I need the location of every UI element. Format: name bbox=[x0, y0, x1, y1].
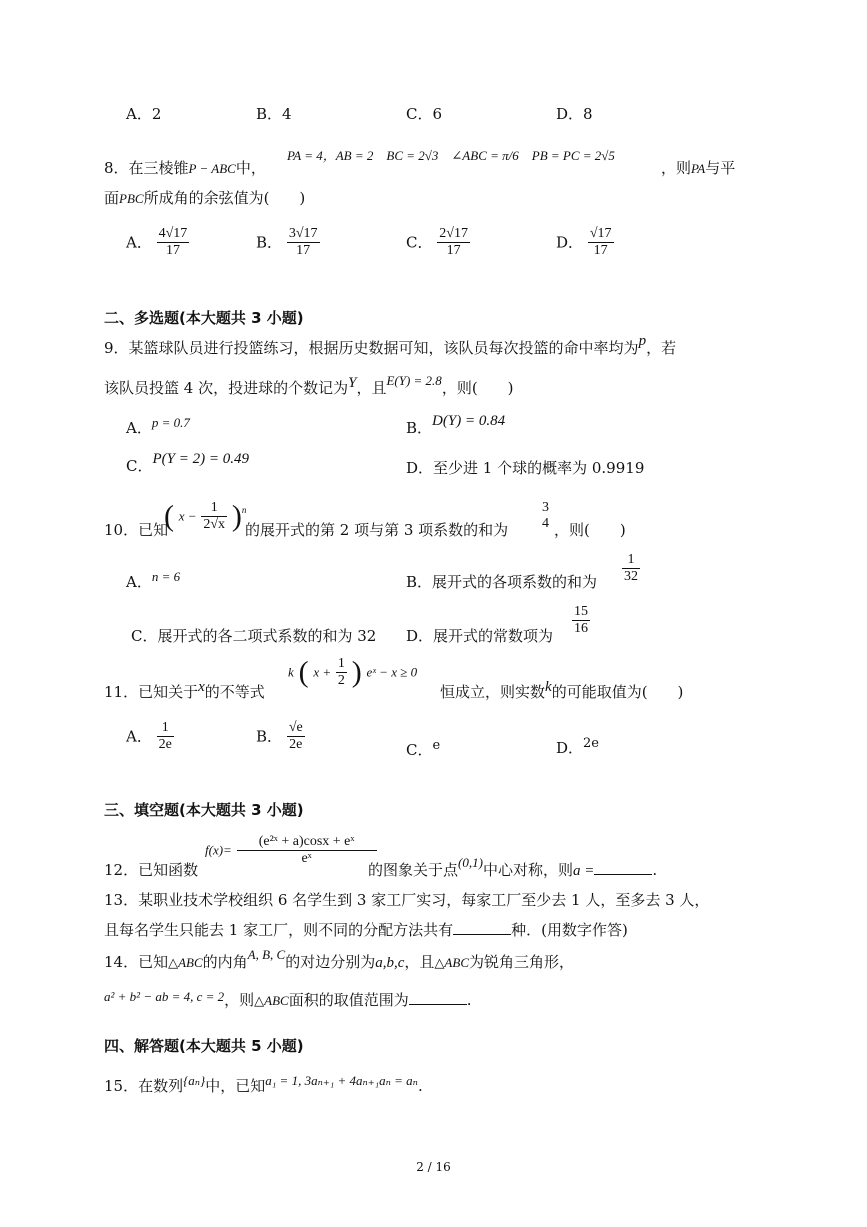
q10-a-math: n = 6 bbox=[151, 569, 181, 584]
q10-b-num: 1 bbox=[622, 552, 640, 569]
q8-tail bbox=[661, 158, 735, 179]
q11-prefix: 11．已知关于 bbox=[104, 683, 199, 701]
q8-c-den: 17 bbox=[446, 243, 461, 258]
q14-line2 bbox=[104, 990, 472, 1011]
q8-pa: PA bbox=[691, 161, 706, 176]
q10-b-frac-inner bbox=[622, 552, 640, 585]
q8-line2-b: 所成角的余弦值为( ) bbox=[143, 189, 306, 207]
q10-option-b bbox=[406, 572, 597, 592]
q8-a-frac bbox=[157, 226, 190, 259]
q9-line1: 9．某篮球队员进行投篮练习，根据历史数据可知，该队员每次投篮的命中率均为 bbox=[104, 339, 639, 357]
q11-inequality bbox=[288, 656, 417, 702]
q9-stem bbox=[104, 333, 677, 359]
q14-tri2: △ABC bbox=[434, 955, 469, 970]
q10-d-den: 16 bbox=[574, 621, 588, 636]
q14-abc: A, B, C bbox=[247, 947, 286, 962]
q8-c-label: C． bbox=[406, 233, 433, 252]
q9-option-c bbox=[126, 451, 249, 477]
q8-tail-text2: 与平 bbox=[705, 159, 736, 177]
q15-eq: a₁ = 1, 3aₙ₊₁ + 4aₙ₊₁aₙ = aₙ bbox=[265, 1073, 418, 1088]
q8-tetra: P − ABC bbox=[188, 161, 236, 176]
q9-line2-c: ，则( ) bbox=[441, 379, 514, 397]
q14-sides: a,b,c bbox=[375, 955, 405, 971]
q8-d-den: 17 bbox=[593, 243, 608, 258]
q8-conditions: PA = 4，AB = 2 BC = 2√3 ∠ABC = π/6 PB = PC = 2√5 bbox=[287, 148, 615, 163]
q11-b-frac bbox=[287, 720, 305, 753]
q12-fx: f(x)= bbox=[205, 842, 232, 858]
q11-ineq-x: x + bbox=[313, 664, 332, 680]
q11-end-text2: 的可能取值为( ) bbox=[551, 683, 684, 701]
q12-end-text: 中心对称，则 bbox=[482, 861, 573, 879]
q9-line2-a: 该队员投篮 4 次，投进球的个数记为 bbox=[104, 379, 349, 397]
q9-a-math: p = 0.7 bbox=[151, 415, 190, 430]
q10-option-a bbox=[126, 569, 181, 593]
q9-line2-b: ，且 bbox=[356, 379, 387, 397]
q11-d-math: 2e bbox=[583, 736, 599, 751]
q10-option-c: C．展开式的各二项式系数的和为 32 bbox=[131, 627, 377, 645]
q12-num: (e²ˣ + a)cosx + eˣ bbox=[237, 834, 377, 851]
q10-ratio-den: 4 bbox=[542, 516, 549, 531]
q9-option-b bbox=[406, 413, 506, 439]
q10-frac-num: 1 bbox=[201, 500, 227, 517]
q14-answer-blank[interactable] bbox=[409, 990, 467, 1005]
q10-b-den: 32 bbox=[624, 569, 638, 584]
q14-eq: a² + b² − ab = 4, c = 2 bbox=[104, 989, 225, 1004]
q11-k-coef: k bbox=[288, 664, 294, 680]
q11-half-den: 2 bbox=[337, 673, 345, 688]
q8-c-frac bbox=[437, 226, 470, 259]
q7-option-c: C．6 bbox=[406, 105, 443, 123]
q13-line2-b: 种．(用数字作答) bbox=[511, 921, 628, 939]
q9-option-a bbox=[126, 415, 190, 439]
q8-d-frac bbox=[588, 226, 614, 259]
q10-ratio bbox=[540, 500, 551, 532]
q11-c-math: e bbox=[432, 738, 441, 753]
q10-mid: 的展开式的第 2 项与第 3 项系数的和为 bbox=[245, 521, 509, 539]
q14-g: 面积的取值范围为 bbox=[288, 991, 409, 1009]
q8-option-d bbox=[556, 226, 614, 259]
q11-half-num: 1 bbox=[337, 656, 345, 671]
q8-b-den: 17 bbox=[296, 243, 311, 258]
q12-den: eˣ bbox=[301, 851, 312, 866]
q8-d-num: √17 bbox=[589, 226, 612, 241]
q12-prefix: 12．已知函数 bbox=[104, 861, 199, 879]
q7-option-b: B．4 bbox=[256, 105, 292, 123]
q11-x: x bbox=[198, 679, 205, 695]
q14-f: ，则 bbox=[224, 991, 255, 1009]
q7-option-a: A．2 bbox=[126, 105, 162, 123]
q14-tri3: △ABC bbox=[254, 993, 289, 1008]
q11-a-den: 2e bbox=[158, 737, 172, 752]
q11-half bbox=[336, 656, 347, 689]
q13-line2-a: 且每名学生只能去 1 家工厂，则不同的分配方法共有 bbox=[104, 921, 454, 939]
q15-b: 中，已知 bbox=[205, 1077, 266, 1095]
q11-k: k bbox=[545, 679, 552, 695]
q13-answer-blank[interactable] bbox=[453, 920, 511, 935]
q7-option-d: D．8 bbox=[556, 105, 593, 123]
q8-a-label: A． bbox=[126, 233, 152, 252]
q9-line1-end: ，若 bbox=[646, 339, 677, 357]
q11-b-den: 2e bbox=[289, 737, 303, 752]
q11-b-label: B． bbox=[256, 727, 283, 746]
q15-seq: {aₙ} bbox=[183, 1073, 206, 1088]
q9-c-label: C． bbox=[126, 457, 153, 475]
q8-option-c bbox=[406, 226, 470, 259]
q10-lparen: ( bbox=[164, 499, 174, 533]
section-4-title: 四、解答题(本大题共 5 小题) bbox=[104, 1037, 304, 1055]
q8-b-label: B． bbox=[256, 233, 283, 252]
q10-ratio-num: 3 bbox=[542, 500, 549, 515]
q12-frac bbox=[237, 834, 377, 867]
q9-b-math: D(Y) = 0.84 bbox=[432, 413, 506, 429]
q14-a: 14．已知 bbox=[104, 953, 169, 971]
q15-a: 15．在数列 bbox=[104, 1077, 184, 1095]
q11-mid: 的不等式 bbox=[204, 683, 265, 701]
q14-b: 的内角 bbox=[202, 953, 248, 971]
q11-end bbox=[440, 679, 684, 703]
section-2-title: 二、多选题(本大题共 3 小题) bbox=[104, 309, 304, 327]
q8-stem bbox=[104, 158, 266, 179]
q13-line2 bbox=[104, 920, 628, 940]
q11-b-num: √e bbox=[288, 720, 303, 735]
q12-answer-blank[interactable] bbox=[594, 860, 652, 875]
q9-stem-line2 bbox=[104, 373, 514, 399]
q10-x: x − bbox=[178, 508, 197, 524]
q10-end: ，则( ) bbox=[554, 521, 626, 539]
q11-a-num: 1 bbox=[157, 720, 174, 737]
q8-c-num: 2√17 bbox=[439, 226, 468, 241]
q10-d-frac-inner bbox=[572, 604, 590, 637]
q10-d-frac bbox=[572, 604, 590, 637]
q8-d-label: D． bbox=[556, 233, 584, 252]
q8-option-a bbox=[126, 226, 189, 259]
q9-y: Y bbox=[348, 375, 357, 391]
q9-c-math: P(Y = 2) = 0.49 bbox=[152, 451, 249, 467]
page-number: 2 / 16 bbox=[416, 1160, 451, 1174]
q8-tail-text: ，则 bbox=[661, 159, 692, 177]
q11-a-label: A． bbox=[126, 727, 152, 746]
q14-dot: . bbox=[466, 991, 472, 1009]
q14-d: ，且 bbox=[404, 953, 435, 971]
q8-stem-line2 bbox=[104, 188, 305, 209]
q11-rparen: ) bbox=[351, 655, 362, 689]
q10-ratio-frac bbox=[540, 500, 551, 532]
q11-end-text: 恒成立，则实数 bbox=[440, 683, 546, 701]
q14-tri: △ABC bbox=[168, 955, 203, 970]
q12-a: a = bbox=[572, 863, 595, 879]
q12-point: (0,1) bbox=[458, 855, 483, 870]
q12-function bbox=[205, 834, 377, 880]
q9-b-label: B． bbox=[406, 419, 433, 437]
q11-a-frac bbox=[157, 720, 174, 753]
q10-exp: n bbox=[241, 505, 247, 515]
q10-b-frac bbox=[622, 552, 640, 585]
q11-ineq-tail: eˣ − x ≥ 0 bbox=[366, 664, 418, 680]
q13-line1: 13．某职业技术学校组织 6 名学生到 3 家工厂实习，每家工厂至少去 1 人，至多去 3 人， bbox=[104, 891, 710, 909]
q8-b-frac bbox=[287, 226, 320, 259]
section-3-title: 三、填空题(本大题共 3 小题) bbox=[104, 801, 304, 819]
q11-lparen: ( bbox=[298, 655, 309, 689]
q14-c: 的对边分别为 bbox=[285, 953, 376, 971]
q12-mid bbox=[368, 855, 658, 881]
q11-c-label: C． bbox=[406, 741, 433, 759]
q8-pbc: PBC bbox=[119, 191, 144, 206]
q14-e: 为锐角三角形， bbox=[469, 953, 575, 971]
q9-ey: E(Y) = 2.8 bbox=[386, 373, 442, 388]
q8-a-den: 17 bbox=[165, 243, 180, 258]
q10-b-text: B．展开式的各项系数的和为 bbox=[406, 573, 598, 591]
q15-stem bbox=[104, 1073, 423, 1097]
q14-line1 bbox=[104, 947, 575, 973]
q10-option-d: D．展开式的常数项为 bbox=[406, 627, 554, 645]
q10-d-num: 15 bbox=[574, 604, 588, 619]
q15-dot: . bbox=[417, 1077, 423, 1095]
q10-frac bbox=[201, 500, 227, 533]
q8-prefix: 8．在三棱锥 bbox=[104, 159, 189, 177]
q8-zhong: 中， bbox=[235, 159, 266, 177]
q12-dot: . bbox=[652, 861, 658, 879]
q11-option-d bbox=[556, 738, 599, 760]
q8-option-b bbox=[256, 226, 320, 259]
q10-rparen: ) bbox=[231, 499, 242, 533]
q8-a-num: 4√17 bbox=[158, 226, 188, 241]
q8-line2-a: 面 bbox=[104, 189, 120, 207]
q12-mid-text: 的图象关于点 bbox=[368, 861, 459, 879]
q10-prefix: 10．已知 bbox=[104, 521, 169, 539]
q11-option-c bbox=[406, 740, 440, 762]
q10-frac-den: 2√x bbox=[203, 517, 226, 532]
q9-p: p bbox=[638, 333, 647, 349]
q8-b-num: 3√17 bbox=[288, 226, 318, 241]
q11-option-a bbox=[126, 720, 174, 753]
q9-option-d: D．至少进 1 个球的概率为 0.9919 bbox=[406, 459, 645, 477]
q9-a-label: A． bbox=[126, 419, 152, 437]
q11-d-label: D． bbox=[556, 739, 584, 757]
q11-option-b bbox=[256, 720, 305, 753]
q10-binomial bbox=[164, 500, 246, 546]
q11-stem bbox=[104, 679, 265, 703]
q10-a-label: A． bbox=[126, 573, 152, 591]
